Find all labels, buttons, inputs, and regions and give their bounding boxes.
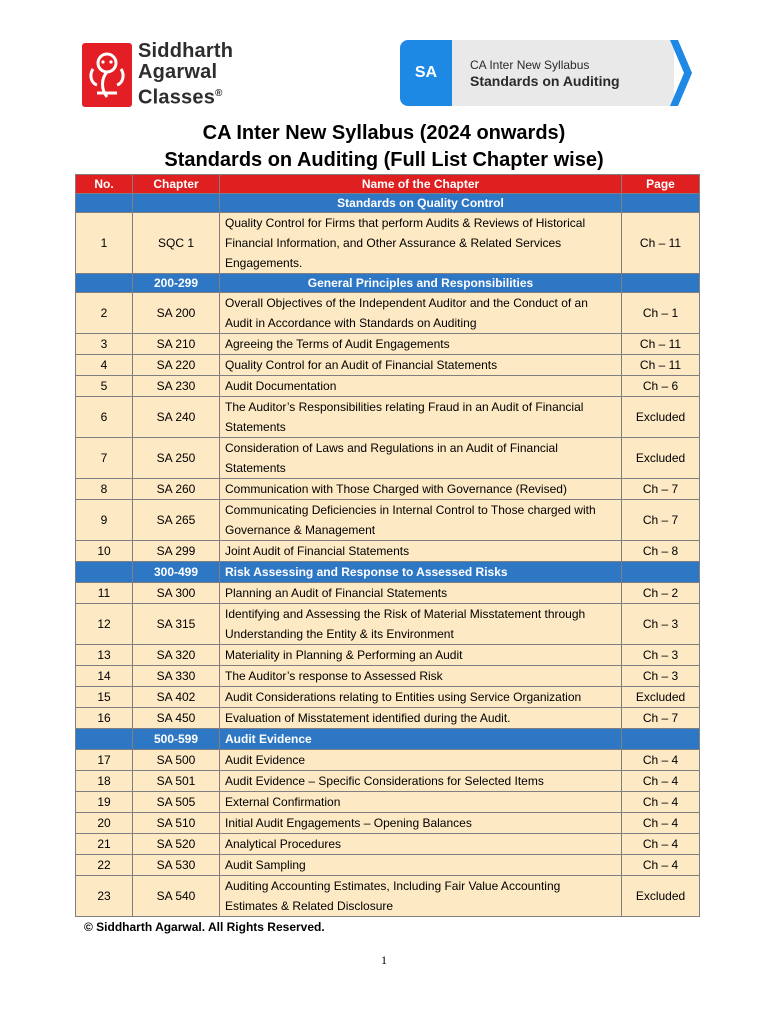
row-chapter: SA 220 [133, 355, 220, 376]
row-chapter-name: Communication with Those Charged with Governance (Revised) [220, 479, 622, 500]
chevron-right-icon [670, 40, 692, 106]
table-row [76, 604, 700, 645]
row-number: 3 [76, 334, 133, 355]
row-page: Excluded [622, 876, 700, 917]
section-row [76, 274, 700, 293]
logo-line-1: Siddharth [138, 40, 234, 63]
row-number: 6 [76, 397, 133, 438]
standards-table [75, 174, 700, 917]
table-row [76, 213, 700, 274]
row-chapter: SA 230 [133, 376, 220, 397]
page-title-line-1: CA Inter New Syllabus (2024 onwards) [202, 122, 566, 144]
row-chapter-name: Consideration of Laws and Regulations in an Audit of Financial Statements [220, 438, 622, 479]
section-page-cell [622, 562, 700, 583]
row-number: 22 [76, 855, 133, 876]
table-row [76, 834, 700, 855]
table-row [76, 438, 700, 479]
header-name: Name of the Chapter [220, 175, 622, 194]
table-row [76, 541, 700, 562]
row-chapter: SA 299 [133, 541, 220, 562]
row-chapter-name: Identifying and Assessing the Risk of Material Misstatement through Understanding the Entity & its Environment [220, 604, 622, 645]
row-number: 10 [76, 541, 133, 562]
page-number: 1 [381, 953, 387, 967]
table-row [76, 813, 700, 834]
row-chapter-name: Agreeing the Terms of Audit Engagements [220, 334, 622, 355]
row-chapter: SA 320 [133, 645, 220, 666]
row-chapter: SA 505 [133, 792, 220, 813]
logo-line-3-wrap [138, 83, 233, 109]
row-chapter-name: Communicating Deficiencies in Internal Control to Those charged with Governance & Management [220, 500, 622, 541]
banner-text [452, 40, 674, 106]
row-chapter-name: Analytical Procedures [220, 834, 622, 855]
row-page: Ch – 4 [622, 750, 700, 771]
row-chapter-name: The Auditor’s Responsibilities relating Fraud in an Audit of Financial Statements [220, 397, 622, 438]
row-number: 11 [76, 583, 133, 604]
row-chapter-name: Audit Evidence [220, 750, 622, 771]
row-chapter-name: Audit Evidence – Specific Considerations for Selected Items [220, 771, 622, 792]
row-number: 8 [76, 479, 133, 500]
row-chapter-name: Joint Audit of Financial Statements [220, 541, 622, 562]
section-no-cell [76, 194, 133, 213]
table-row [76, 500, 700, 541]
row-chapter-name: Quality Control for Firms that perform Audits & Reviews of Historical Financial Information, and Other Assurance & Related Services Engagements. [220, 213, 622, 274]
section-range [133, 194, 220, 213]
row-page: Ch – 3 [622, 666, 700, 687]
banner-subtitle: CA Inter New Syllabus [470, 57, 590, 72]
row-page: Ch – 4 [622, 855, 700, 876]
row-chapter: SA 250 [133, 438, 220, 479]
section-title: Audit Evidence [220, 729, 622, 750]
section-title: Risk Assessing and Response to Assessed Risks [220, 562, 622, 583]
row-number: 5 [76, 376, 133, 397]
copyright-notice: © Siddharth Agarwal. All Rights Reserved. [84, 920, 325, 934]
section-range: 500-599 [133, 729, 220, 750]
row-page: Excluded [622, 438, 700, 479]
row-chapter-name: Overall Objectives of the Independent Auditor and the Conduct of an Audit in Accordance with Standards on Auditing [220, 293, 622, 334]
row-chapter: SA 265 [133, 500, 220, 541]
row-page: Ch – 3 [622, 645, 700, 666]
section-range: 200-299 [133, 274, 220, 293]
logo-line-2: Agarwal [138, 61, 218, 84]
row-number: 4 [76, 355, 133, 376]
sa-badge: SA [400, 40, 452, 106]
row-chapter: SQC 1 [133, 213, 220, 274]
row-page: Ch – 4 [622, 813, 700, 834]
row-chapter-name: Planning an Audit of Financial Statements [220, 583, 622, 604]
row-page: Excluded [622, 687, 700, 708]
table-row [76, 293, 700, 334]
row-chapter: SA 315 [133, 604, 220, 645]
header-chapter: Chapter [133, 175, 220, 194]
table-header-row [76, 175, 700, 194]
row-number: 2 [76, 293, 133, 334]
row-number: 19 [76, 792, 133, 813]
table-row [76, 666, 700, 687]
row-chapter-name: Evaluation of Misstatement identified during the Audit. [220, 708, 622, 729]
table-row [76, 355, 700, 376]
table-row [76, 376, 700, 397]
section-no-cell [76, 274, 133, 293]
table-row [76, 645, 700, 666]
section-row [76, 562, 700, 583]
row-number: 15 [76, 687, 133, 708]
row-chapter: SA 500 [133, 750, 220, 771]
row-page: Ch – 4 [622, 792, 700, 813]
row-page: Ch – 7 [622, 500, 700, 541]
row-page: Ch – 7 [622, 479, 700, 500]
row-chapter: SA 520 [133, 834, 220, 855]
row-page: Ch – 6 [622, 376, 700, 397]
table-row [76, 708, 700, 729]
row-number: 21 [76, 834, 133, 855]
section-page-cell [622, 274, 700, 293]
row-chapter-name: Quality Control for an Audit of Financial Statements [220, 355, 622, 376]
header-page: Page [622, 175, 700, 194]
row-chapter-name: Auditing Accounting Estimates, Including Fair Value Accounting Estimates & Related Disclosure [220, 876, 622, 917]
row-number: 7 [76, 438, 133, 479]
section-row [76, 729, 700, 750]
row-page: Ch – 3 [622, 604, 700, 645]
table-row [76, 876, 700, 917]
row-page: Ch – 4 [622, 771, 700, 792]
row-number: 17 [76, 750, 133, 771]
row-page: Ch – 2 [622, 583, 700, 604]
row-page: Excluded [622, 397, 700, 438]
row-page: Ch – 8 [622, 541, 700, 562]
page-title [0, 120, 768, 174]
header-no: No. [76, 175, 133, 194]
section-no-cell [76, 729, 133, 750]
logo-wordmark [138, 41, 233, 109]
row-chapter-name: Materiality in Planning & Performing an Audit [220, 645, 622, 666]
row-number: 18 [76, 771, 133, 792]
page-title-line-2: Standards on Auditing (Full List Chapter wise) [164, 149, 604, 171]
row-number: 16 [76, 708, 133, 729]
row-number: 20 [76, 813, 133, 834]
table-row [76, 792, 700, 813]
row-page: Ch – 4 [622, 834, 700, 855]
row-number: 14 [76, 666, 133, 687]
row-chapter: SA 501 [133, 771, 220, 792]
row-chapter: SA 510 [133, 813, 220, 834]
section-row [76, 194, 700, 213]
row-chapter-name: Audit Sampling [220, 855, 622, 876]
row-number: 13 [76, 645, 133, 666]
row-chapter: SA 330 [133, 666, 220, 687]
row-page: Ch – 11 [622, 334, 700, 355]
table-row [76, 771, 700, 792]
ganesha-logo-icon [82, 43, 132, 107]
section-range: 300-499 [133, 562, 220, 583]
row-number: 23 [76, 876, 133, 917]
table-body [76, 194, 700, 917]
section-page-cell [622, 194, 700, 213]
row-number: 1 [76, 213, 133, 274]
section-title: Standards on Quality Control [220, 194, 622, 213]
section-no-cell [76, 562, 133, 583]
section-title: General Principles and Responsibilities [220, 274, 622, 293]
course-banner [400, 40, 692, 106]
row-chapter-name: Initial Audit Engagements – Opening Balances [220, 813, 622, 834]
table-row [76, 334, 700, 355]
table-row [76, 855, 700, 876]
registered-mark: ® [215, 88, 223, 100]
row-chapter: SA 260 [133, 479, 220, 500]
row-chapter: SA 210 [133, 334, 220, 355]
row-number: 12 [76, 604, 133, 645]
table-row [76, 397, 700, 438]
row-chapter: SA 450 [133, 708, 220, 729]
row-page: Ch – 1 [622, 293, 700, 334]
table-row [76, 687, 700, 708]
row-chapter: SA 240 [133, 397, 220, 438]
row-number: 9 [76, 500, 133, 541]
row-chapter: SA 300 [133, 583, 220, 604]
row-chapter-name: Audit Considerations relating to Entities using Service Organization [220, 687, 622, 708]
row-chapter-name: External Confirmation [220, 792, 622, 813]
row-page: Ch – 11 [622, 213, 700, 274]
row-page: Ch – 7 [622, 708, 700, 729]
table-row [76, 479, 700, 500]
banner-title: Standards on Auditing [470, 72, 620, 89]
row-chapter: SA 530 [133, 855, 220, 876]
row-chapter: SA 200 [133, 293, 220, 334]
table-row [76, 583, 700, 604]
row-page: Ch – 11 [622, 355, 700, 376]
row-chapter: SA 402 [133, 687, 220, 708]
logo-line-3: Classes [138, 86, 216, 109]
row-chapter-name: The Auditor’s response to Assessed Risk [220, 666, 622, 687]
table-row [76, 750, 700, 771]
section-page-cell [622, 729, 700, 750]
company-logo [82, 42, 238, 108]
row-chapter: SA 540 [133, 876, 220, 917]
row-chapter-name: Audit Documentation [220, 376, 622, 397]
